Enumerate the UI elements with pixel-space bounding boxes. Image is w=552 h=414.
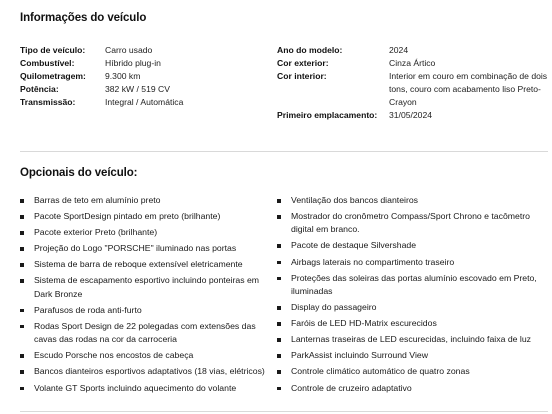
spec-value: 9.300 km bbox=[105, 71, 141, 81]
spec-label: Cor interior: bbox=[277, 71, 327, 81]
option-item: Pacote SportDesign pintado em preto (brilhante) bbox=[20, 210, 270, 223]
option-item: Sistema de barra de reboque extensível eletricamente bbox=[20, 258, 270, 271]
option-item: Proteções das soleiras das portas alumínio escovado em Preto, iluminadas bbox=[277, 272, 552, 299]
spec-value: 2024 bbox=[389, 45, 409, 55]
vehicle-options-title: Opcionais do veículo: bbox=[20, 167, 138, 179]
spec-value: Híbrido plug-in bbox=[105, 58, 161, 68]
option-item: Parafusos de roda anti-furto bbox=[20, 304, 270, 317]
spec-label: Ano do modelo: bbox=[277, 45, 343, 55]
option-item: Faróis de LED HD-Matrix escurecidos bbox=[277, 317, 552, 330]
spec-value: Interior em couro em combinação de dois tons, couro com acabamento liso Preto-Crayon bbox=[389, 71, 548, 107]
spec-label: Transmissão: bbox=[20, 97, 76, 107]
options-list-right bbox=[277, 194, 552, 398]
spec-row bbox=[277, 109, 549, 122]
spec-label: Primeiro emplacamento: bbox=[277, 110, 378, 120]
spec-value: Cinza Ártico bbox=[389, 58, 436, 68]
spec-row bbox=[20, 44, 255, 57]
option-item: Ventilação dos bancos dianteiros bbox=[277, 194, 552, 207]
options-list-left bbox=[20, 194, 270, 398]
option-item: Bancos dianteiros esportivos adaptativos (18 vias, elétricos) bbox=[20, 365, 270, 378]
option-item: Pacote exterior Preto (brilhante) bbox=[20, 226, 270, 239]
option-item: Sistema de escapamento esportivo incluindo ponteiras em Dark Bronze bbox=[20, 274, 270, 301]
spec-label: Potência: bbox=[20, 84, 59, 94]
option-item: ParkAssist incluindo Surround View bbox=[277, 349, 552, 362]
spec-value: 382 kW / 519 CV bbox=[105, 84, 170, 94]
option-item: Barras de teto em alumínio preto bbox=[20, 194, 270, 207]
option-item: Display do passageiro bbox=[277, 301, 552, 314]
vehicle-info-title: Informações do veículo bbox=[20, 12, 147, 24]
vehicle-specs-right bbox=[277, 44, 549, 122]
option-item: Pacote de destaque Silvershade bbox=[277, 239, 552, 252]
vehicle-specs-left bbox=[20, 44, 255, 109]
spec-label: Tipo de veículo: bbox=[20, 45, 86, 55]
option-item: Escudo Porsche nos encostos de cabeça bbox=[20, 349, 270, 362]
spec-row bbox=[277, 70, 549, 109]
spec-row bbox=[277, 44, 549, 57]
option-item: Airbags laterais no compartimento traseiro bbox=[277, 256, 552, 269]
spec-label: Combustível: bbox=[20, 58, 75, 68]
option-item: Controle climático automático de quatro zonas bbox=[277, 365, 552, 378]
spec-label: Cor exterior: bbox=[277, 58, 329, 68]
spec-row bbox=[277, 57, 549, 70]
option-item: Mostrador do cronômetro Compass/Sport Chrono e tacômetro digital em branco. bbox=[277, 210, 552, 237]
spec-value: 31/05/2024 bbox=[389, 110, 433, 120]
spec-label: Quilometragem: bbox=[20, 71, 86, 81]
option-item: Rodas Sport Design de 22 polegadas com extensões das cavas das rodas na cor da carroceria bbox=[20, 320, 270, 347]
option-item: Lanternas traseiras de LED escurecidas, incluindo faixa de luz bbox=[277, 333, 552, 346]
spec-row bbox=[20, 57, 255, 70]
spec-row bbox=[20, 70, 255, 83]
spec-row bbox=[20, 83, 255, 96]
section-divider bbox=[20, 151, 548, 152]
option-item: Controle de cruzeiro adaptativo bbox=[277, 382, 552, 395]
spec-value: Integral / Automática bbox=[105, 97, 184, 107]
spec-row bbox=[20, 96, 255, 109]
spec-value: Carro usado bbox=[105, 45, 153, 55]
option-item: Projeção do Logo "PORSCHE" iluminado nas portas bbox=[20, 242, 270, 255]
option-item: Volante GT Sports incluindo aquecimento do volante bbox=[20, 382, 270, 395]
section-divider-bottom bbox=[20, 411, 548, 412]
